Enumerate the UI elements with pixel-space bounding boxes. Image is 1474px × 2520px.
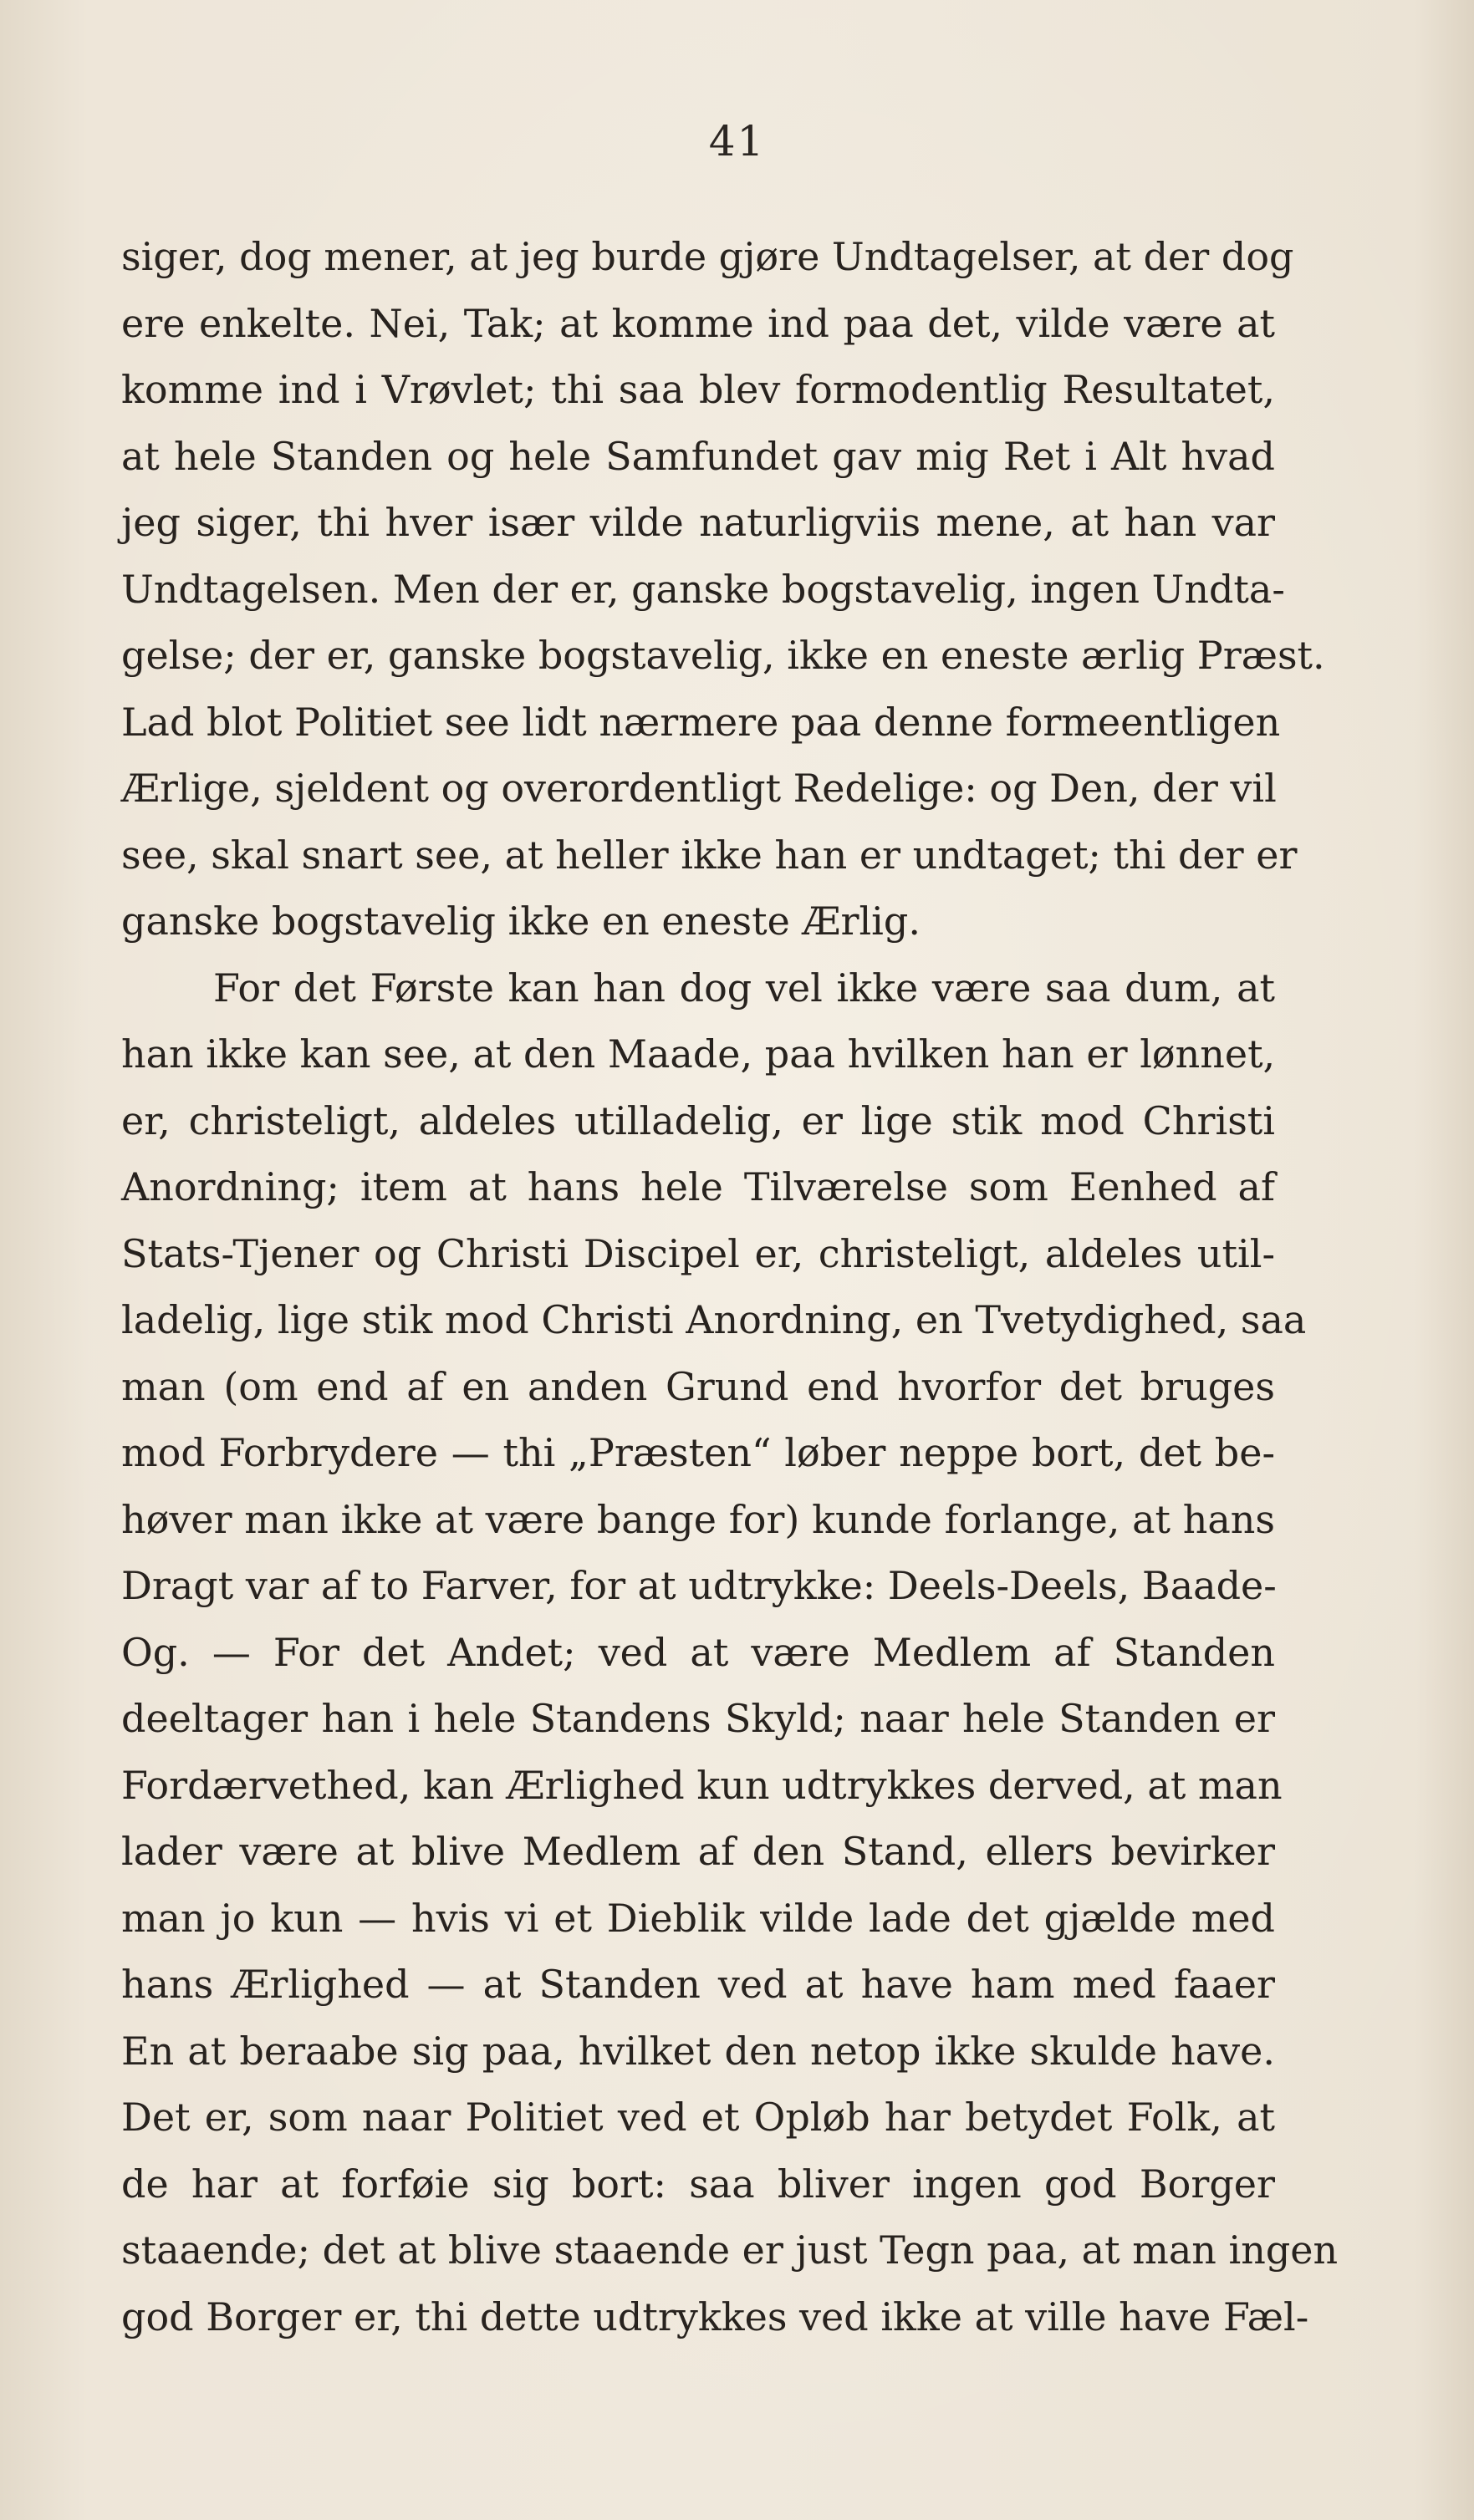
text-line: ere enkelte. Nei, Tak; at komme ind paa det, vilde være at: [121, 300, 1275, 346]
text-line: Anordning; item at hans hele Tilværelse som Eenhed af: [121, 1164, 1275, 1209]
text-line: komme ind i Vrøvlet; thi saa blev formodentlig Resultatet,: [121, 367, 1275, 412]
text-line: see, skal snart see, at heller ikke han er undtaget; thi der er: [121, 832, 1298, 878]
text-line: Ærlige, sjeldent og overordentligt Redelige: og Den, der vil: [121, 766, 1277, 811]
text-line: Fordærvethed, kan Ærlighed kun udtrykkes derved, at man: [121, 1762, 1283, 1808]
text-line: ladelig, lige stik mod Christi Anordning, en Tvetydighed, saa: [121, 1297, 1307, 1342]
text-line: Undtagelsen. Men der er, ganske bogstavelig, ingen Undta-: [121, 566, 1285, 612]
text-line: man jo kun — hvis vi et Dieblik vilde lade det gjælde med: [121, 1895, 1275, 1941]
text-line: lader være at blive Medlem af den Stand, ellers bevirker: [121, 1829, 1275, 1874]
body-text: [121, 224, 1339, 2350]
text-line: høver man ikke at være bange for) kunde forlange, at hans: [121, 1496, 1275, 1542]
text-line: at hele Standen og hele Samfundet gav mig Ret i Alt hvad: [121, 433, 1275, 479]
text-line: hans Ærlighed — at Standen ved at have ham med faaer: [121, 1962, 1275, 2007]
text-line: En at beraabe sig paa, hvilket den netop ikke skulde have.: [121, 2028, 1275, 2074]
text-line: man (om end af en anden Grund end hvorfor det bruges: [121, 1363, 1275, 1409]
text-line: Og. — For det Andet; ved at være Medlem af Standen: [121, 1629, 1275, 1675]
text-line: han ikke kan see, at den Maade, paa hvilken han er lønnet,: [121, 1031, 1276, 1077]
page-number: 41: [708, 117, 766, 165]
text-line: Dragt var af to Farver, for at udtrykke: Deels-Deels, Baade-: [121, 1563, 1277, 1608]
text-line: siger, dog mener, at jeg burde gjøre Undtagelser, at der dog: [121, 234, 1294, 279]
paragraph-start-line: For det Første kan han dog vel ikke være saa dum, at: [213, 965, 1275, 1011]
text-line: gelse; der er, ganske bogstavelig, ikke en eneste ærlig Præst.: [121, 633, 1325, 678]
text-line: Det er, som naar Politiet ved et Opløb har betydet Folk, at: [121, 2095, 1275, 2140]
text-line: god Borger er, thi dette udtrykkes ved ikke at ville have Fæl-: [121, 2293, 1309, 2339]
text-line: Stats-Tjener og Christi Discipel er, christeligt, aldeles util-: [121, 1230, 1275, 1276]
text-line: er, christeligt, aldeles utilladelig, er lige stik mod Christi: [121, 1097, 1275, 1143]
text-line: mod Forbrydere — thi „Præsten“ løber neppe bort, det be-: [121, 1430, 1275, 1475]
paragraph-end-line: ganske bogstavelig ikke en eneste Ærlig.: [121, 899, 921, 944]
text-line: jeg siger, thi hver især vilde naturligviis mene, at han var: [121, 500, 1275, 545]
text-line: de har at forføie sig bort: saa bliver ingen god Borger: [121, 2161, 1275, 2207]
text-line: deeltager han i hele Standens Skyld; naar hele Standen er: [121, 1696, 1275, 1741]
text-line: staaende; det at blive staaende er just Tegn paa, at man ingen: [121, 2227, 1339, 2273]
text-line: Lad blot Politiet see lidt nærmere paa denne formeentligen: [121, 699, 1281, 745]
